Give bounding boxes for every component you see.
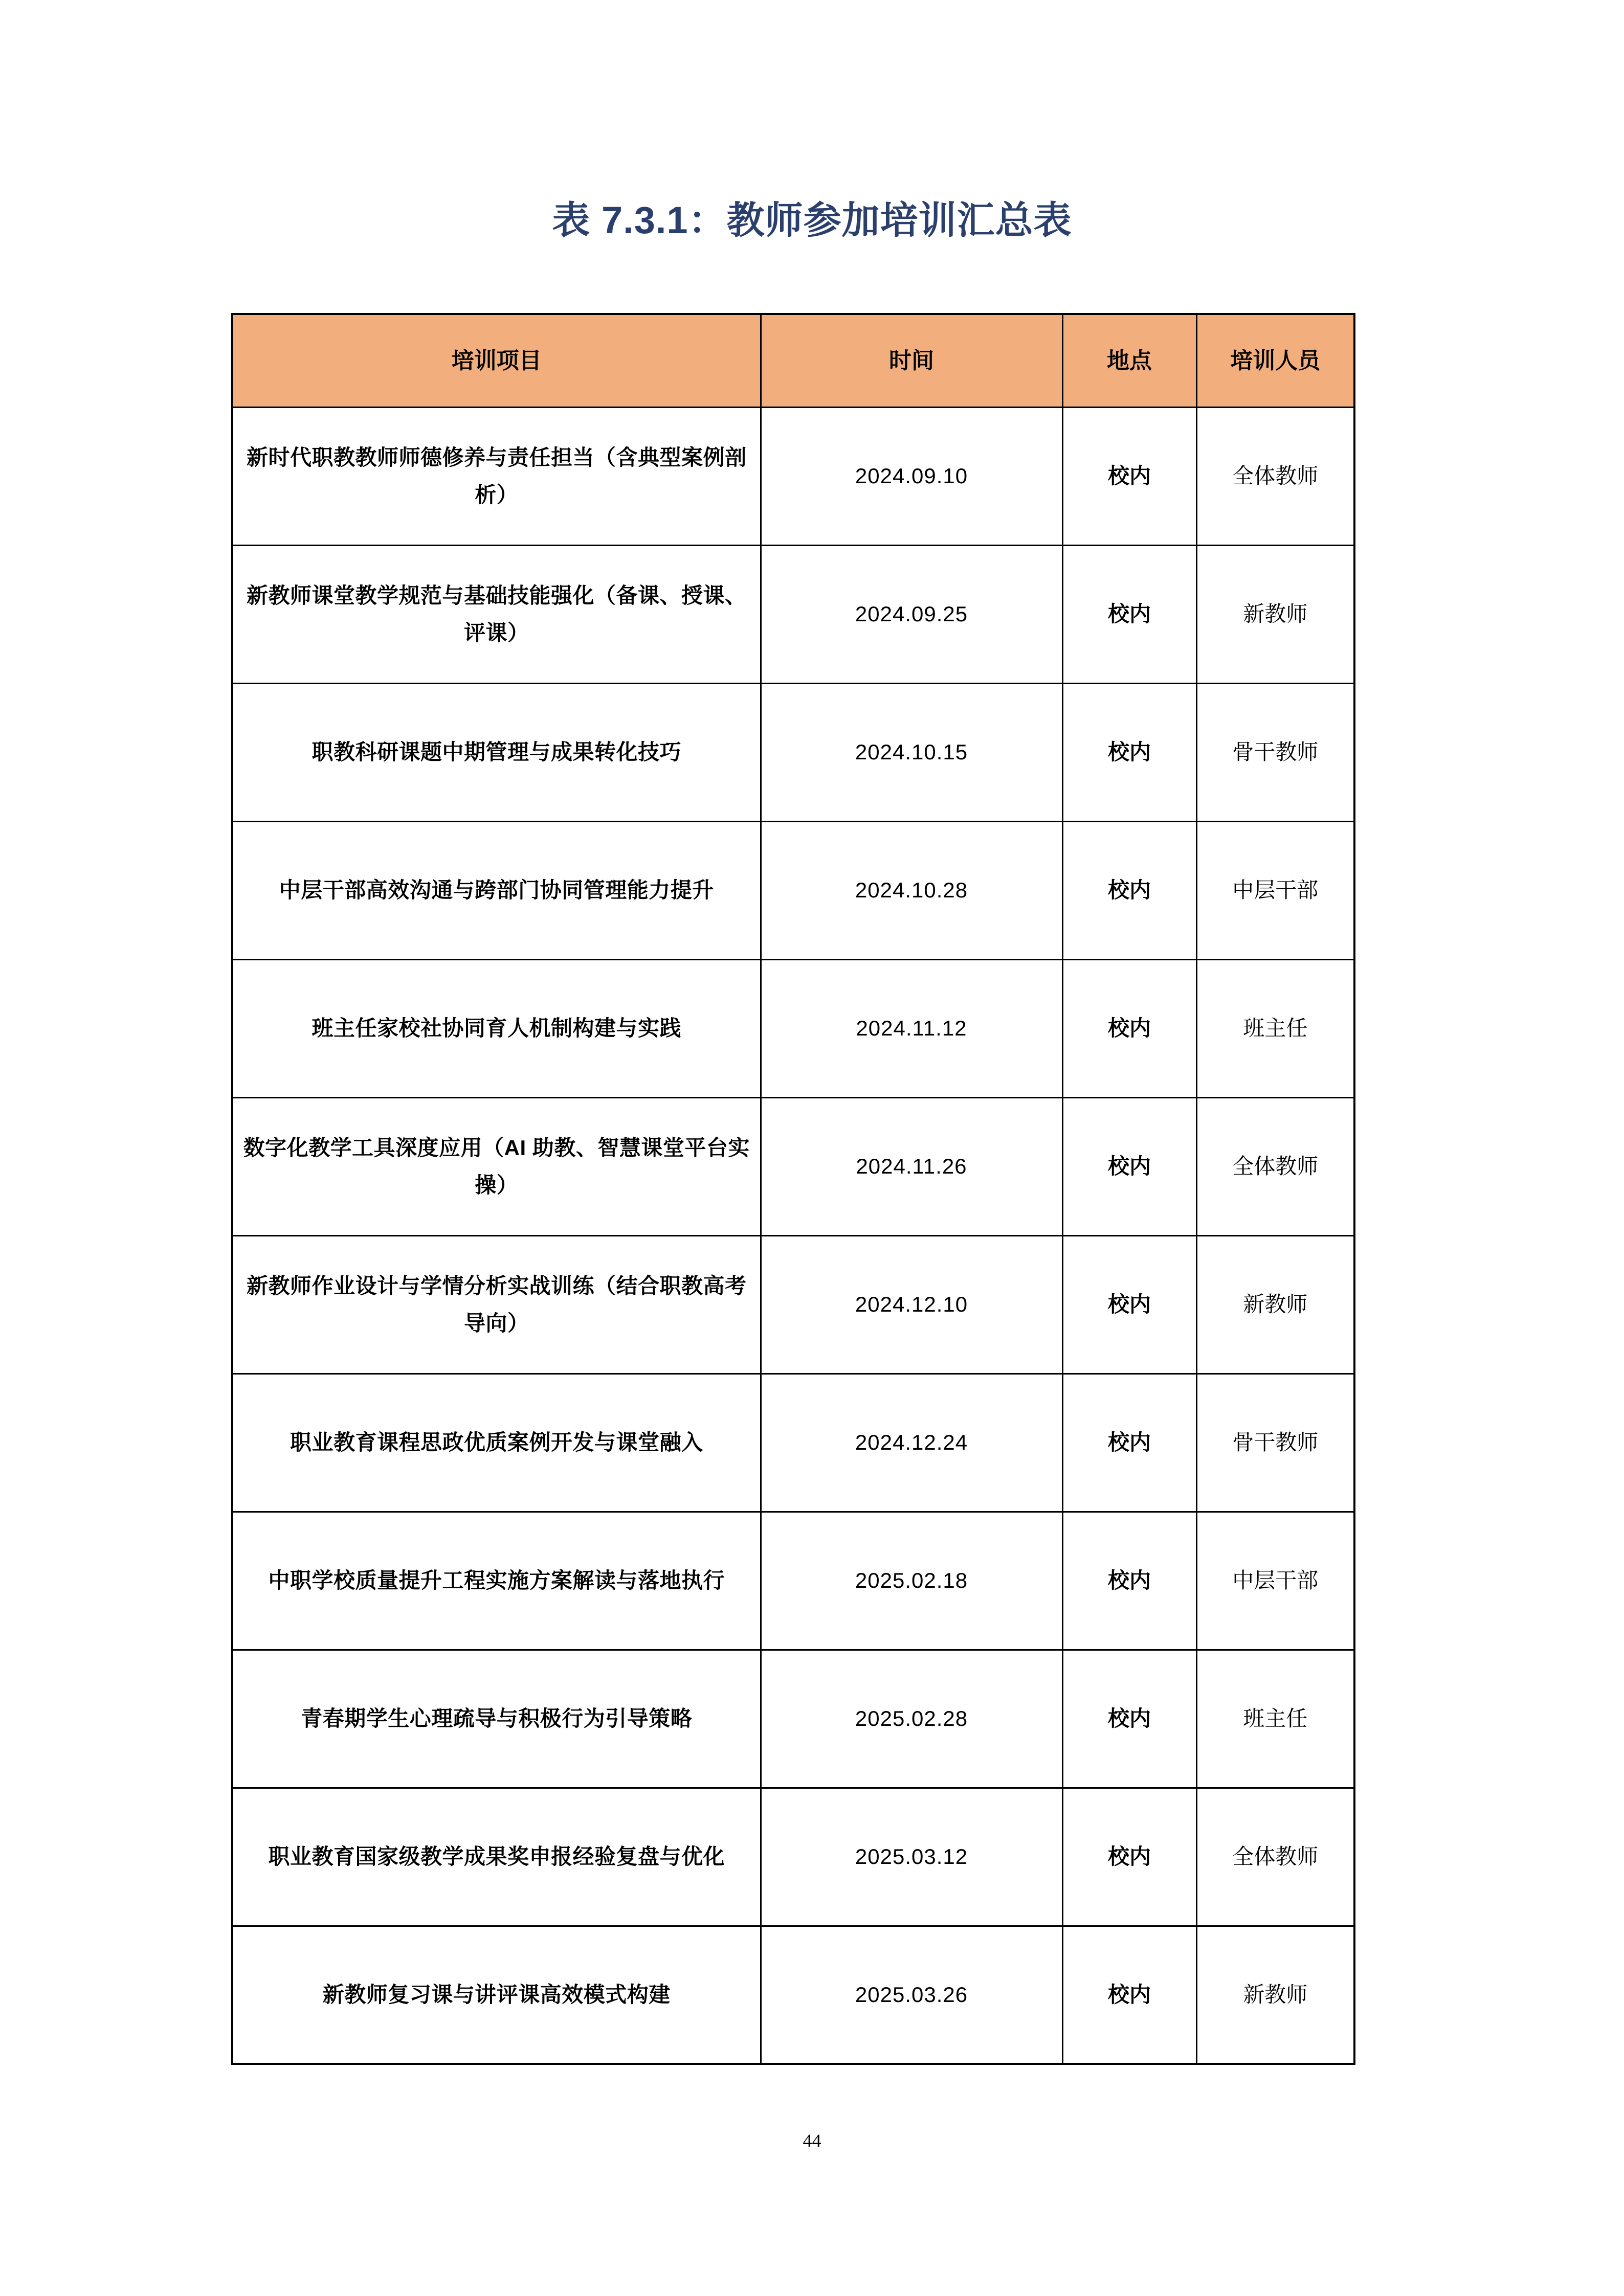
table-cell-project: 职教科研课题中期管理与成果转化技巧 [232, 683, 761, 821]
table-cell-place: 校内 [1062, 1374, 1196, 1512]
table-cell-place: 校内 [1062, 407, 1196, 545]
table-cell-time: 2024.10.15 [761, 683, 1062, 821]
training-summary-table [231, 313, 1355, 2065]
table-row [232, 1374, 1354, 1512]
table-cell-project: 班主任家校社协同育人机制构建与实践 [232, 959, 761, 1097]
table-cell-people: 全体教师 [1196, 1097, 1354, 1235]
table-cell-people: 新教师 [1196, 1926, 1354, 2064]
table-cell-time: 2025.03.26 [761, 1926, 1062, 2064]
table-cell-project: 新教师复习课与讲评课高效模式构建 [232, 1926, 761, 2064]
table-cell-people: 全体教师 [1196, 407, 1354, 545]
table-cell-project: 新时代职教教师师德修养与责任担当（含典型案例剖析） [232, 407, 761, 545]
table-cell-place: 校内 [1062, 1097, 1196, 1235]
table-row [232, 545, 1354, 683]
table-cell-place: 校内 [1062, 1235, 1196, 1374]
table-cell-people: 班主任 [1196, 959, 1354, 1097]
table-header [232, 314, 1354, 407]
table-row [232, 1235, 1354, 1374]
table-cell-place: 校内 [1062, 821, 1196, 959]
table-cell-time: 2024.09.10 [761, 407, 1062, 545]
table-row [232, 683, 1354, 821]
page-title: 表 7.3.1：教师参加培训汇总表 [552, 199, 1072, 241]
table-cell-place: 校内 [1062, 1650, 1196, 1788]
column-header-time: 时间 [761, 314, 1062, 407]
table-cell-place: 校内 [1062, 1512, 1196, 1650]
table-cell-project: 中层干部高效沟通与跨部门协同管理能力提升 [232, 821, 761, 959]
table-row [232, 1788, 1354, 1926]
table-cell-project: 新教师课堂教学规范与基础技能强化（备课、授课、评课） [232, 545, 761, 683]
table-cell-time: 2024.11.26 [761, 1097, 1062, 1235]
table-cell-place: 校内 [1062, 683, 1196, 821]
table-row [232, 1097, 1354, 1235]
table-cell-time: 2024.11.12 [761, 959, 1062, 1097]
table-cell-time: 2025.02.28 [761, 1650, 1062, 1788]
table-row [232, 959, 1354, 1097]
table-cell-place: 校内 [1062, 959, 1196, 1097]
table-cell-people: 新教师 [1196, 545, 1354, 683]
table-cell-place: 校内 [1062, 1788, 1196, 1926]
table-cell-time: 2024.10.28 [761, 821, 1062, 959]
table-cell-project: 青春期学生心理疏导与积极行为引导策略 [232, 1650, 761, 1788]
table-header-row [232, 314, 1354, 407]
column-header-place: 地点 [1062, 314, 1196, 407]
table-cell-project: 新教师作业设计与学情分析实战训练（结合职教高考导向） [232, 1235, 761, 1374]
column-header-project: 培训项目 [232, 314, 761, 407]
table-cell-time: 2024.09.25 [761, 545, 1062, 683]
table-cell-project: 职业教育国家级教学成果奖申报经验复盘与优化 [232, 1788, 761, 1926]
table-cell-people: 中层干部 [1196, 1512, 1354, 1650]
table-row [232, 1512, 1354, 1650]
table-cell-time: 2024.12.24 [761, 1374, 1062, 1512]
table-cell-project: 数字化教学工具深度应用（AI 助教、智慧课堂平台实操） [232, 1097, 761, 1235]
table-cell-place: 校内 [1062, 1926, 1196, 2064]
table-cell-people: 新教师 [1196, 1235, 1354, 1374]
table-row [232, 1926, 1354, 2064]
table-cell-time: 2025.03.12 [761, 1788, 1062, 1926]
table-row [232, 407, 1354, 545]
table-cell-people: 骨干教师 [1196, 1374, 1354, 1512]
table-cell-project: 职业教育课程思政优质案例开发与课堂融入 [232, 1374, 761, 1512]
column-header-people: 培训人员 [1196, 314, 1354, 407]
table-cell-time: 2025.02.18 [761, 1512, 1062, 1650]
table-cell-people: 全体教师 [1196, 1788, 1354, 1926]
page-number: 44 [803, 2130, 821, 2151]
training-summary-table-container [231, 313, 1353, 2065]
table-cell-project: 中职学校质量提升工程实施方案解读与落地执行 [232, 1512, 761, 1650]
table-cell-people: 班主任 [1196, 1650, 1354, 1788]
table-cell-time: 2024.12.10 [761, 1235, 1062, 1374]
table-cell-people: 骨干教师 [1196, 683, 1354, 821]
table-row [232, 821, 1354, 959]
table-cell-place: 校内 [1062, 545, 1196, 683]
table-body [232, 407, 1354, 2064]
table-row [232, 1650, 1354, 1788]
table-cell-people: 中层干部 [1196, 821, 1354, 959]
